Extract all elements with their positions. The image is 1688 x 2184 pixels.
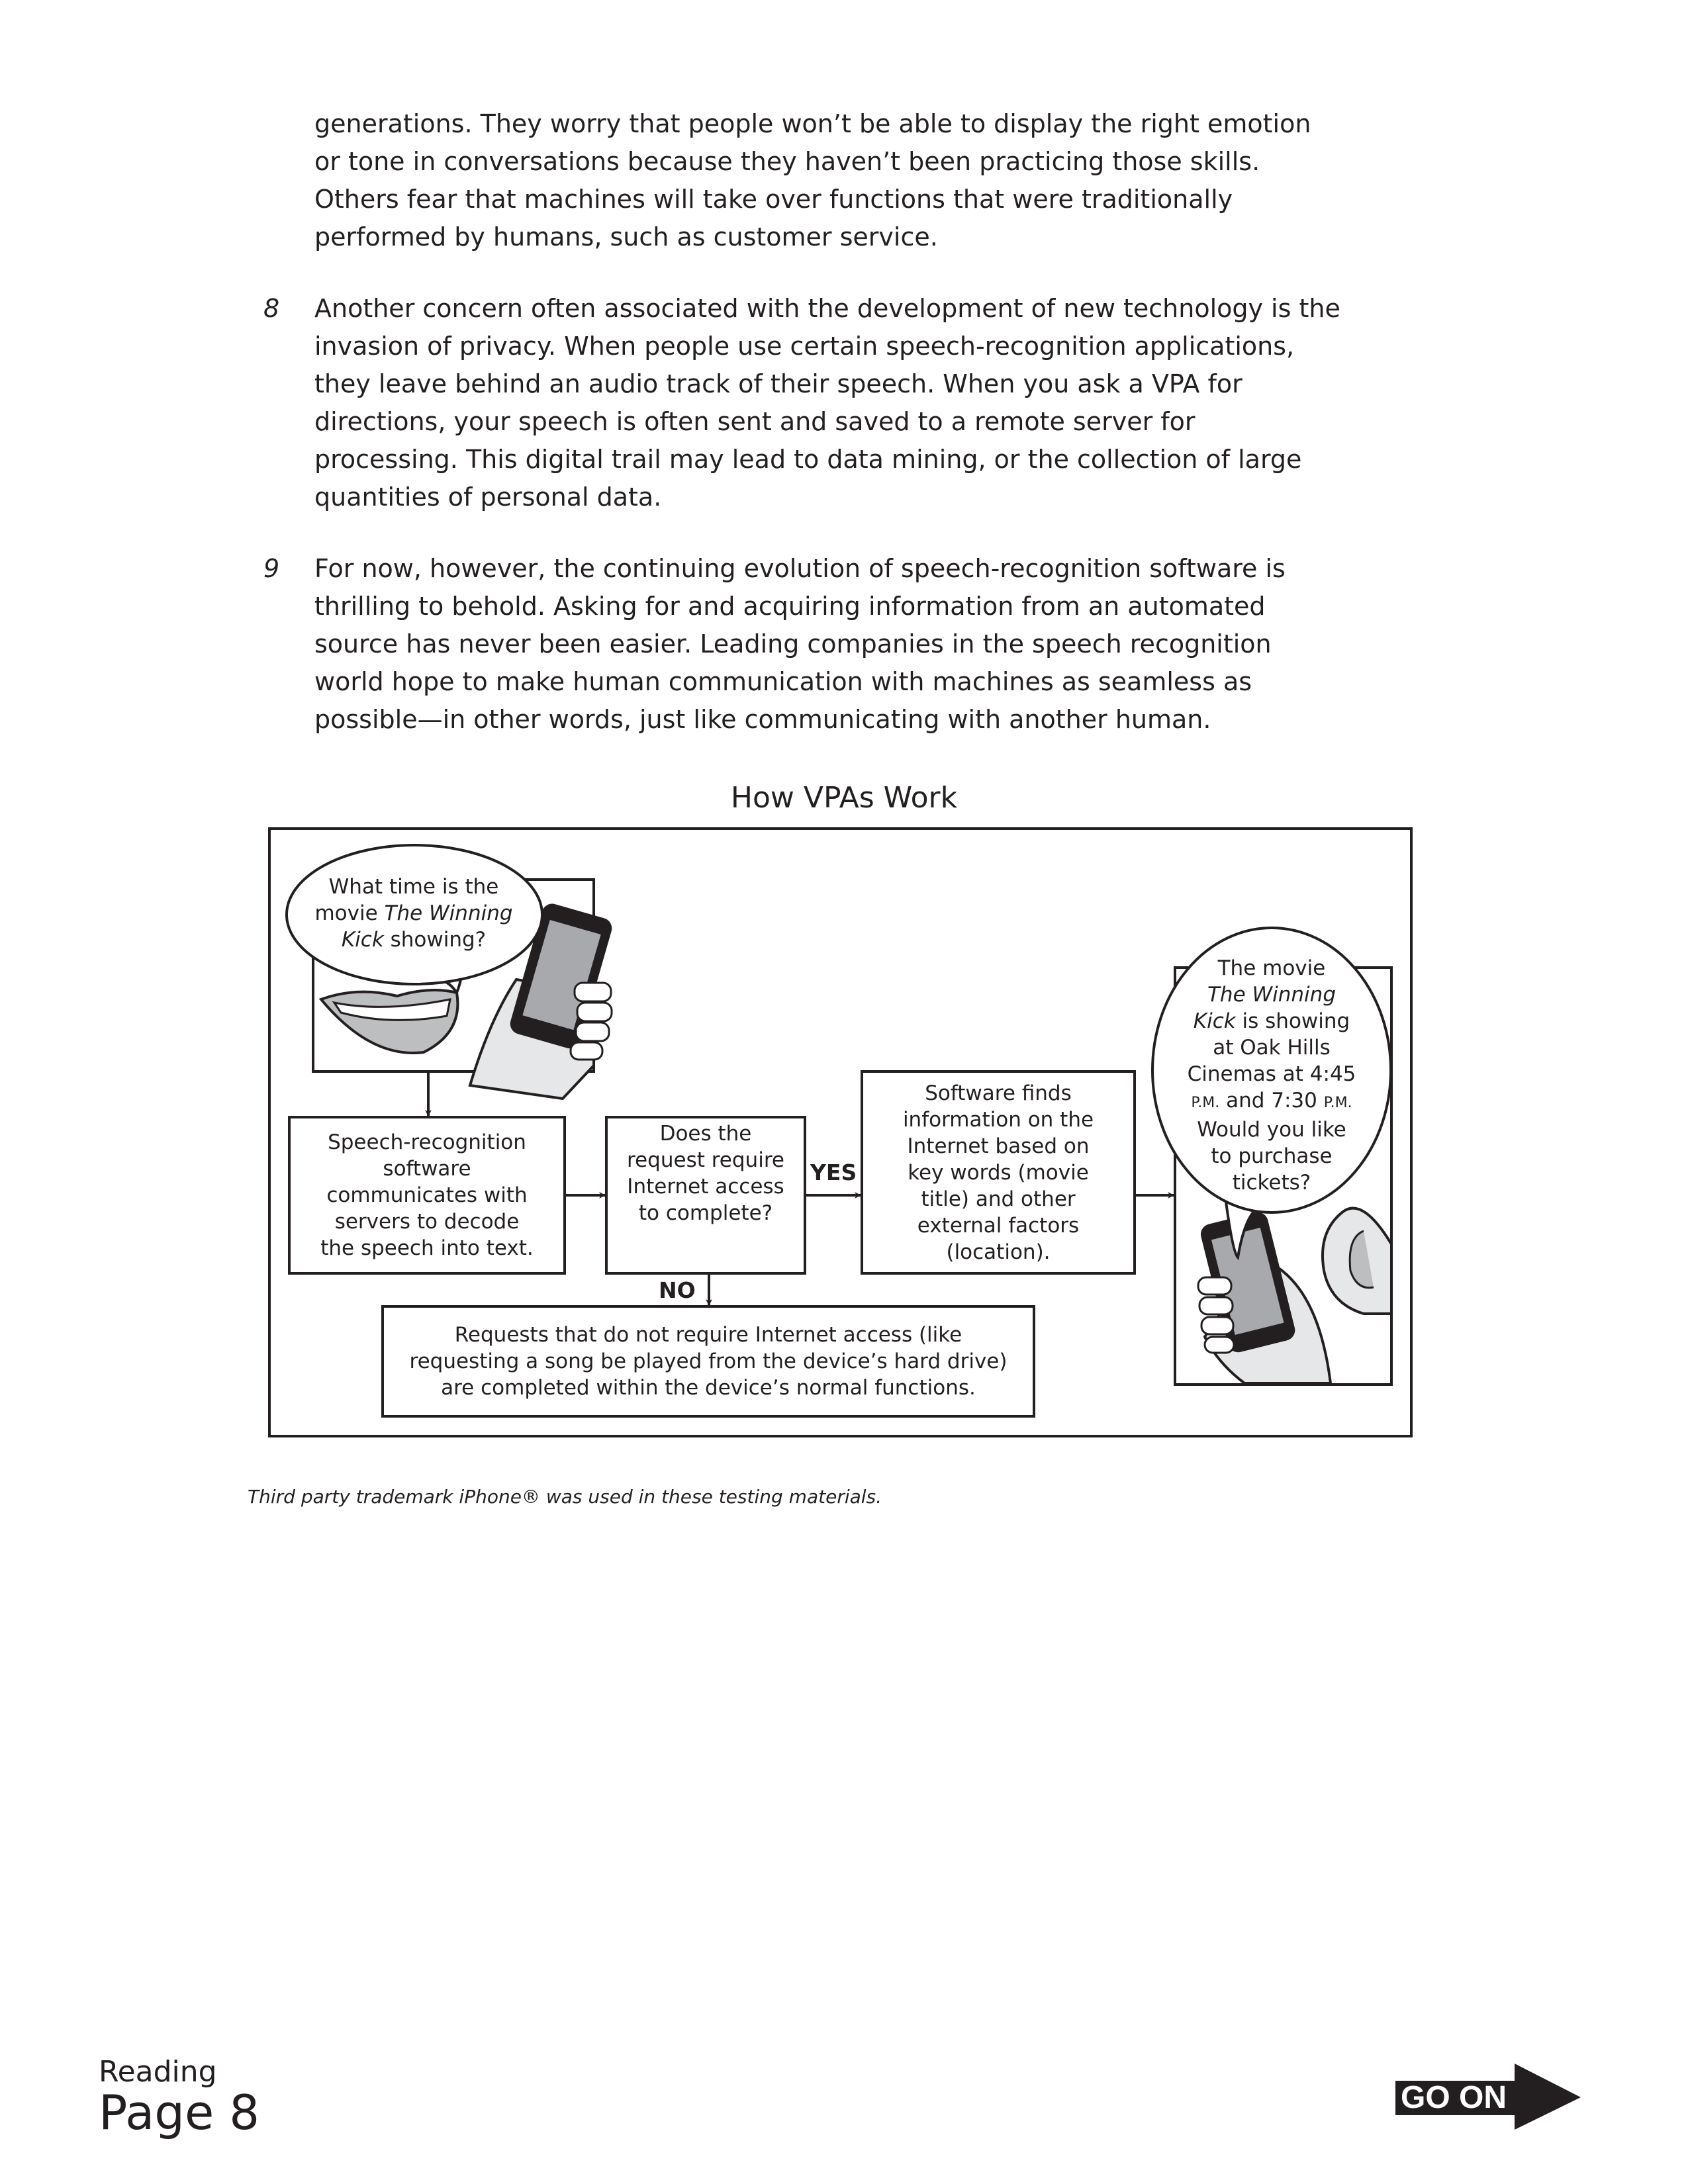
box-line: Internet access: [627, 1175, 784, 1199]
movie-title: The Winning: [1207, 983, 1336, 1007]
text-line: Others fear that machines will take over functions that were traditionally: [314, 185, 1233, 214]
no-label: NO: [659, 1277, 696, 1303]
box-line: to complete?: [638, 1201, 773, 1225]
question-bubble-text: [298, 870, 530, 956]
ear-icon: [1323, 1208, 1391, 1314]
trademark-footnote: Third party trademark iPhone® was used in these testing materials.: [248, 1486, 882, 1508]
box-line: software: [383, 1157, 471, 1181]
text-line: performed by humans, such as customer service.: [314, 222, 938, 251]
text: and 7:30: [1219, 1089, 1324, 1113]
box-line: Internet based on: [907, 1134, 1090, 1158]
text-line: they leave behind an audio track of their speech. When you ask a VPA for: [314, 369, 1243, 398]
box-line: the speech into text.: [320, 1236, 534, 1260]
text: movie: [314, 901, 385, 925]
movie-title: Kick: [341, 928, 384, 952]
bubble-line: The movie: [1217, 956, 1326, 980]
text: is showing: [1235, 1009, 1350, 1033]
go-on-label: GO ON: [1401, 2080, 1507, 2115]
text-line: For now, however, the continuing evolution of speech-recognition software is: [314, 554, 1286, 583]
box-line: Does the: [659, 1122, 752, 1146]
answer-bubble-text: [1152, 946, 1391, 1205]
text-line: quantities of personal data.: [314, 482, 662, 512]
box-speech-recognition-text: [289, 1117, 565, 1273]
text-line: processing. This digital trail may lead to data mining, or the collection of large: [314, 445, 1302, 474]
bubble-line: [1188, 1008, 1356, 1034]
bubble-line: tickets?: [1232, 1171, 1311, 1195]
box-line: requesting a song be played from the device’s hard drive): [409, 1349, 1008, 1373]
text-line: invasion of privacy. When people use certain speech-recognition applications,: [314, 332, 1295, 361]
box-line: title) and other: [921, 1187, 1076, 1211]
bubble-line: What time is the: [328, 875, 499, 899]
text-line: possible—in other words, just like communicating with another human.: [314, 705, 1211, 734]
box-line: request require: [627, 1148, 784, 1172]
box-line: servers to decode: [334, 1210, 520, 1234]
box-line: key words (movie: [908, 1160, 1089, 1185]
box-line: are completed within the device’s normal functions.: [441, 1376, 976, 1400]
text-line: source has never been easier. Leading companies in the speech recognition: [314, 629, 1272, 659]
text-line: world hope to make human communication with machines as seamless as: [314, 667, 1252, 696]
bubble-line: [314, 900, 512, 927]
paragraph-number: 8: [263, 294, 280, 323]
text-line: directions, your speech is often sent and saved to a remote server for: [314, 407, 1196, 436]
bubble-line: to purchase: [1211, 1144, 1333, 1168]
paragraph-number: 9: [263, 554, 280, 583]
box-software-finds-text: [862, 1071, 1135, 1273]
box-line: (location).: [946, 1240, 1051, 1264]
bubble-line: Cinemas at 4:45: [1187, 1062, 1356, 1086]
box-line: external factors: [917, 1213, 1080, 1238]
movie-title: Kick: [1193, 1009, 1236, 1033]
diagram-title: How VPAs Work: [730, 781, 958, 815]
box-internet-decision-text: [606, 1117, 805, 1230]
bubble-line: [1188, 1087, 1356, 1116]
page-number: Page 8: [99, 2085, 259, 2140]
box-line: information on the: [902, 1107, 1094, 1132]
yes-label: YES: [810, 1160, 857, 1185]
text: showing?: [383, 928, 487, 952]
text-line: or tone in conversations because they haven’t been practicing those skills.: [314, 147, 1260, 176]
bubble-line: at Oak Hills: [1213, 1036, 1331, 1060]
subject-label: Reading: [99, 2055, 217, 2089]
text: P.M.: [1323, 1095, 1352, 1111]
mouth-icon: [321, 990, 457, 1053]
text-line: thrilling to behold. Asking for and acquiring information from an automated: [314, 592, 1266, 621]
movie-title: The Winning: [384, 901, 513, 925]
box-line: communicates with: [326, 1183, 528, 1207]
text-line: Another concern often associated with the development of new technology is the: [314, 294, 1340, 323]
box-line: Speech-recognition: [328, 1130, 526, 1154]
text-line: generations. They worry that people won’t be able to display the right emotion: [314, 109, 1311, 138]
bubble-line: Would you like: [1197, 1118, 1346, 1142]
bubble-line: [1188, 981, 1356, 1008]
bubble-line: [314, 927, 512, 953]
box-line: Requests that do not require Internet access (like: [454, 1323, 962, 1347]
box-line: Software finds: [925, 1081, 1072, 1105]
phone-hand-icon: [1198, 1212, 1331, 1383]
box-no-internet-text: [383, 1306, 1034, 1416]
text: P.M.: [1191, 1095, 1220, 1111]
